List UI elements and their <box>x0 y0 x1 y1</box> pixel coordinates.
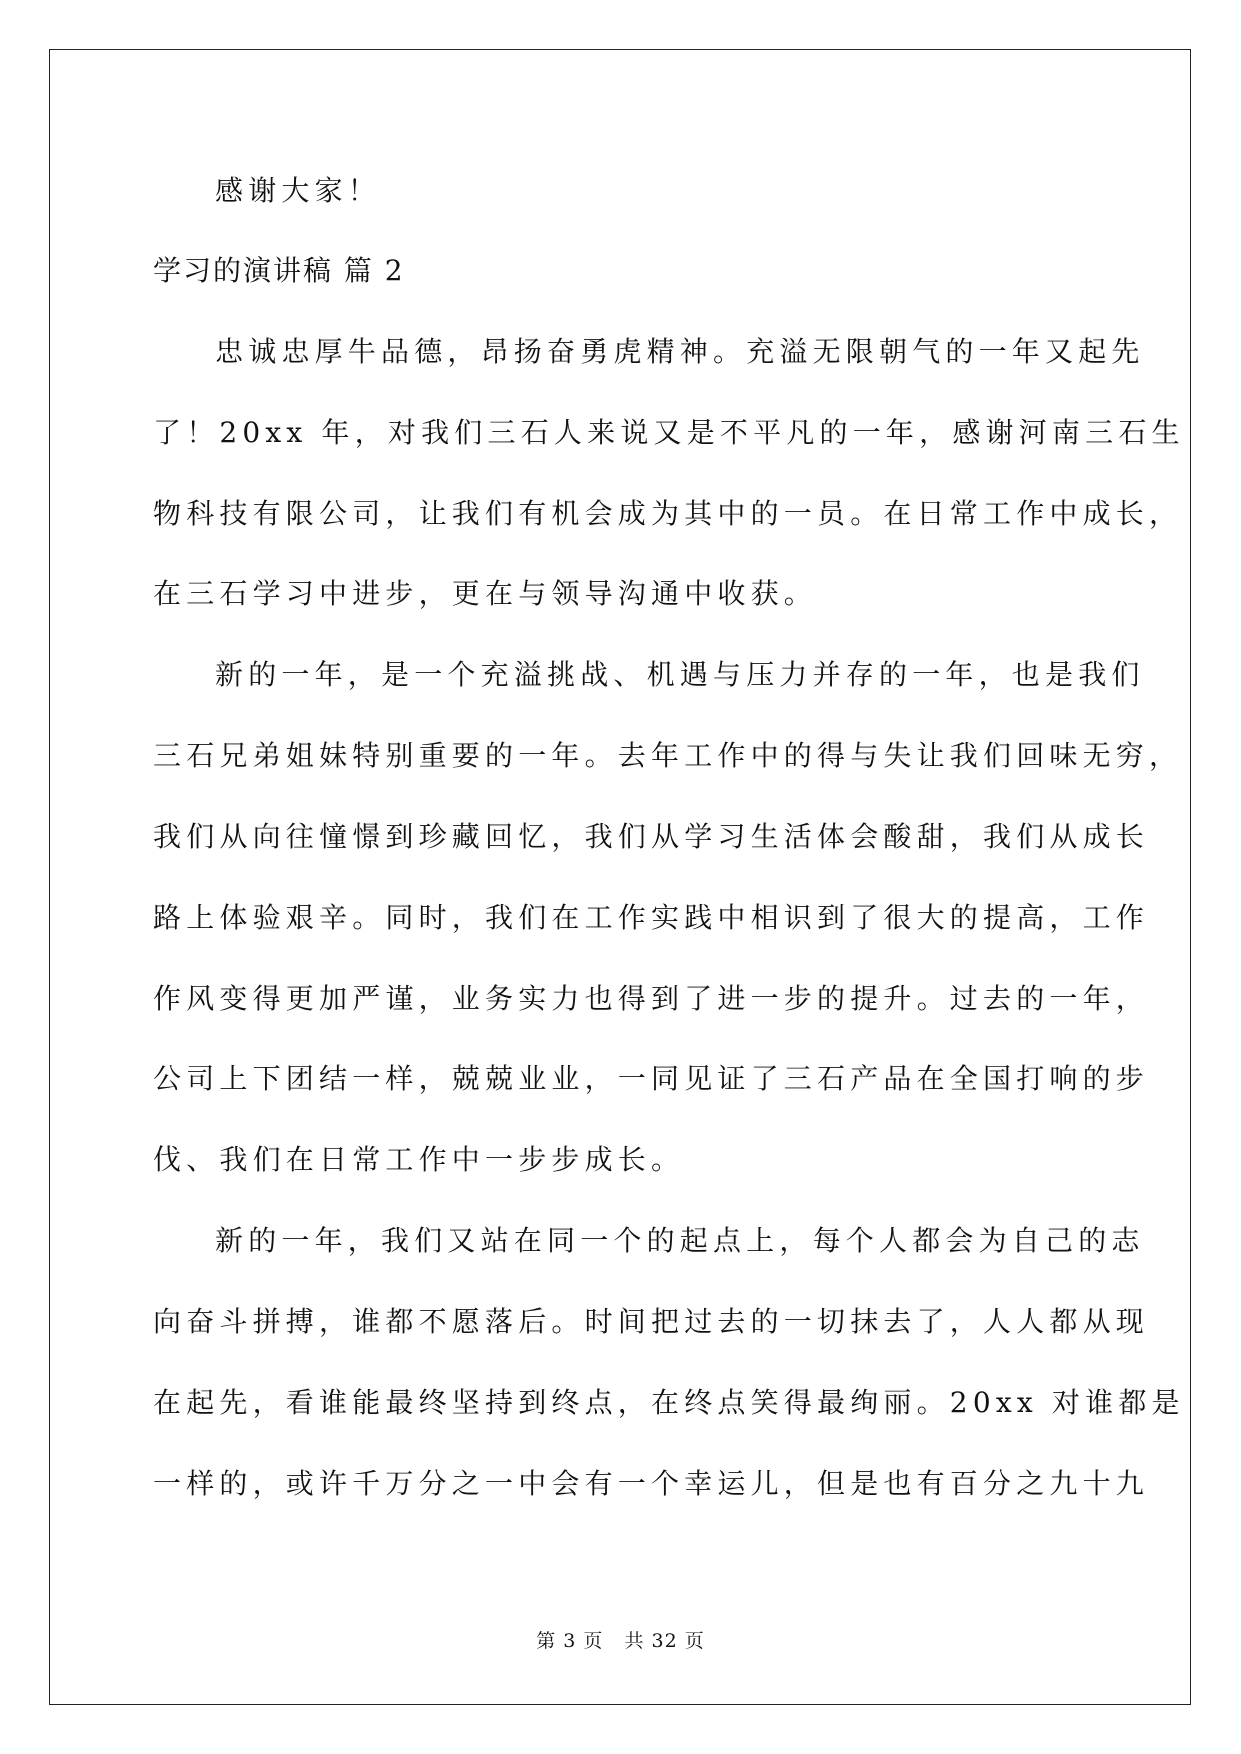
body-line: 伐、我们在日常工作中一步步成长。 <box>153 1143 685 1176</box>
body-line: 忠诚忠厚牛品德，昂扬奋勇虎精神。充溢无限朝气的一年又起先 <box>215 335 1145 368</box>
current-page-label: 第 3 页 <box>536 1630 604 1652</box>
body-line: 我们从向往憧憬到珍藏回忆，我们从学习生活体会酸甜，我们从成长 <box>153 820 1150 853</box>
body-line: 物科技有限公司，让我们有机会成为其中的一员。在日常工作中成长， <box>153 497 1183 530</box>
body-line: 新的一年，我们又站在同一个的起点上，每个人都会为自己的志 <box>215 1224 1145 1257</box>
section-heading: 学习的演讲稿 篇 2 <box>153 254 405 287</box>
closing-line: 感谢大家！ <box>215 174 382 207</box>
body-line: 在起先，看谁能最终坚持到终点，在终点笑得最绚丽。20xx 对谁都是 <box>153 1386 1185 1419</box>
body-line: 一样的，或许千万分之一中会有一个幸运儿，但是也有百分之九十九 <box>153 1467 1150 1500</box>
total-pages-label: 共 32 页 <box>624 1630 705 1652</box>
body-line: 作风变得更加严谨，业务实力也得到了进一步的提升。过去的一年， <box>153 982 1150 1015</box>
body-line: 向奋斗拼搏，谁都不愿落后。时间把过去的一切抹去了，人人都从现 <box>153 1305 1150 1338</box>
body-line: 公司上下团结一样，兢兢业业，一同见证了三石产品在全国打响的步 <box>153 1062 1150 1095</box>
page-frame <box>49 49 1191 1705</box>
body-line: 路上体验艰辛。同时，我们在工作实践中相识到了很大的提高，工作 <box>153 901 1150 934</box>
body-line: 了！20xx 年，对我们三石人来说又是不平凡的一年，感谢河南三石生 <box>153 416 1185 449</box>
body-line: 在三石学习中进步，更在与领导沟通中收获。 <box>153 577 818 610</box>
body-line: 新的一年，是一个充溢挑战、机遇与压力并存的一年，也是我们 <box>215 658 1145 691</box>
page-footer <box>0 1629 1241 1653</box>
body-line: 三石兄弟姐妹特别重要的一年。去年工作中的得与失让我们回味无穷， <box>153 739 1183 772</box>
